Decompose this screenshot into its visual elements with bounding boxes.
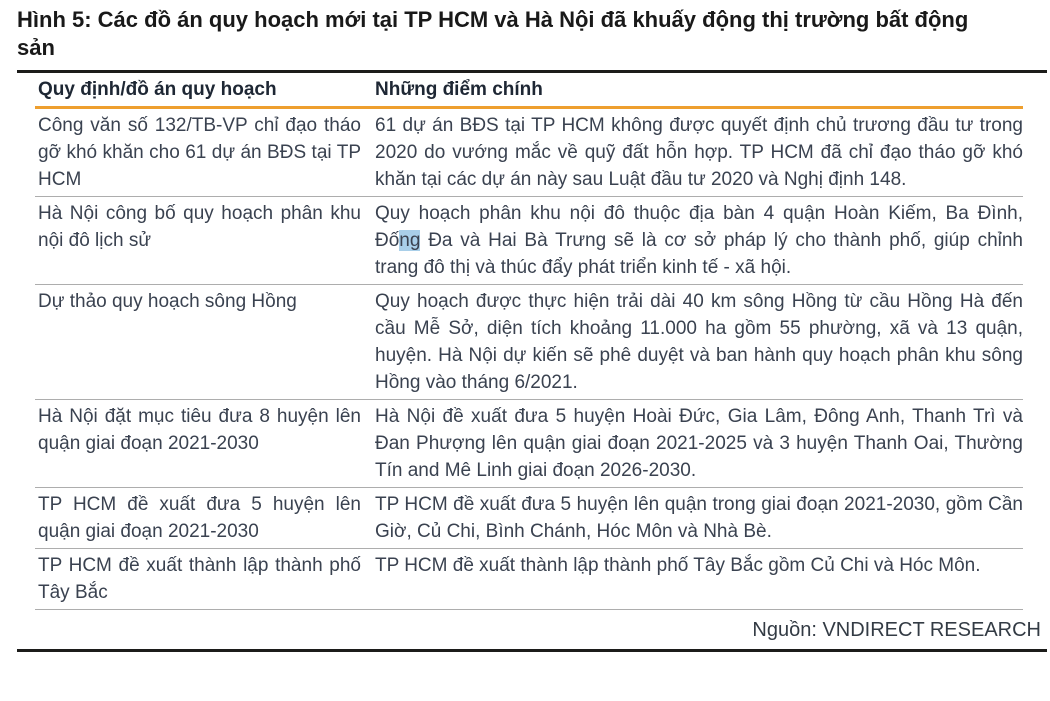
- term-cell: Hà Nội công bố quy hoạch phân khu nội đô lịch sử: [38, 203, 361, 251]
- column-header-regulation: Quy định/đồ án quy hoạch: [38, 79, 277, 100]
- figure-title: Hình 5: Các đồ án quy hoạch mới tại TP HCM và Hà Nội đã khuấy động thị trường bất động sản: [17, 7, 969, 60]
- term-cell: Công văn số 132/TB-VP chỉ đạo tháo gỡ khó khăn cho 61 dự án BĐS tại TP HCM: [38, 115, 361, 190]
- term-cell: Dự thảo quy hoạch sông Hồng: [38, 291, 297, 312]
- selection-highlight: ng: [399, 230, 421, 251]
- detail-cell: Quy hoạch được thực hiện trải dài 40 km sông Hồng từ cầu Hồng Hà đến cầu Mễ Sở, diện tích khoảng 11.000 ha gồm 55 phường, xã và 13 quận, huyện. Hà Nội dự kiến sẽ phê duyệt và ban hành quy hoạch phân khu sông Hồng vào tháng 6/2021.: [375, 291, 1023, 393]
- detail-text-pre: Quy hoạch phân khu nội đô thuộc địa bàn 4 quận Hoàn Kiếm, Ba Đình, Đố: [375, 203, 1023, 251]
- table-row: [35, 197, 1023, 285]
- table-header-row: [35, 73, 1023, 109]
- detail-text-post: Đa và Hai Bà Trưng sẽ là cơ sở pháp lý cho thành phố, giúp chỉnh trang đô thị và thúc đẩy phát triển kinh tế - xã hội.: [375, 230, 1023, 278]
- table-row: [35, 488, 1023, 549]
- source-credit: Nguồn: VNDIRECT RESEARCH: [752, 619, 1041, 641]
- table-row: [35, 400, 1023, 488]
- planning-table: [35, 73, 1023, 610]
- table-row: [35, 285, 1023, 400]
- term-cell: Hà Nội đặt mục tiêu đưa 8 huyện lên quận giai đoạn 2021-2030: [38, 406, 361, 454]
- detail-cell: 61 dự án BĐS tại TP HCM không được quyết định chủ trương đầu tư trong 2020 do vướng mắc về quỹ đất hỗn hợp. TP HCM đã chỉ đạo tháo gỡ khó khăn tại các dự án này sau Luật đầu tư 2020 và Nghị định 148.: [375, 115, 1023, 190]
- detail-cell: TP HCM đề xuất đưa 5 huyện lên quận trong giai đoạn 2021-2030, gồm Cần Giờ, Củ Chi, Bình Chánh, Hóc Môn và Nhà Bè.: [375, 494, 1023, 542]
- detail-cell: [375, 200, 1023, 281]
- table-row: [35, 549, 1023, 610]
- term-cell: TP HCM đề xuất đưa 5 huyện lên quận giai đoạn 2021-2030: [38, 494, 361, 542]
- detail-cell: TP HCM đề xuất thành lập thành phố Tây Bắc gồm Củ Chi và Hóc Môn.: [375, 555, 981, 576]
- detail-cell: Hà Nội đề xuất đưa 5 huyện Hoài Đức, Gia Lâm, Đông Anh, Thanh Trì và Đan Phượng lên quận giai đoạn 2021-2025 và 3 huyện Thanh Oai, Thường Tín and Mê Linh giai đoạn 2026-2030.: [375, 406, 1023, 481]
- figure-bottom-rule: [17, 649, 1047, 652]
- column-header-key-points: Những điểm chính: [375, 79, 543, 100]
- table-row: [35, 109, 1023, 197]
- term-cell: TP HCM đề xuất thành lập thành phố Tây Bắc: [38, 555, 361, 603]
